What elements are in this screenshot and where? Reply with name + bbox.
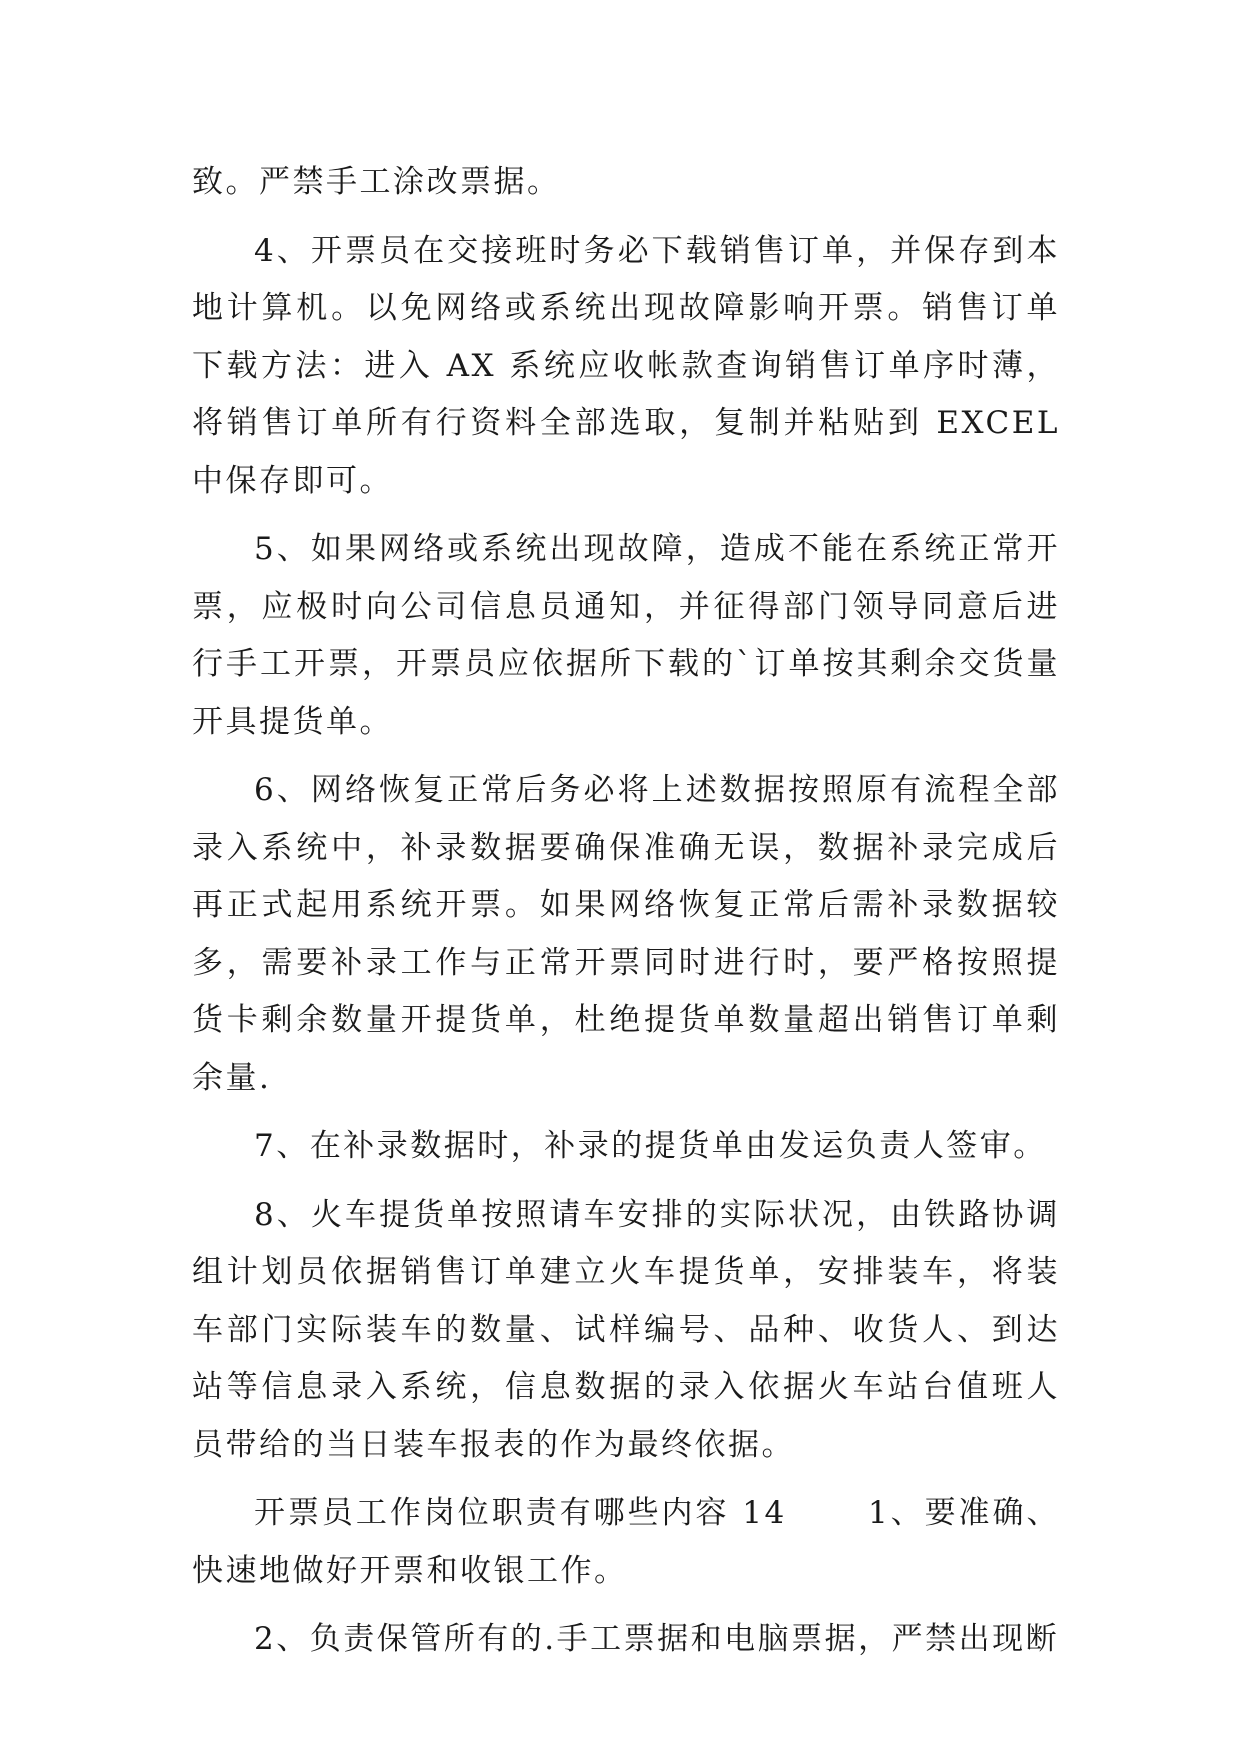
paragraph-item-5: 5、如果网络或系统出现故障，造成不能在系统正常开票，应极时向公司信息员通知，并征得部门领导同意后进行手工开票，开票员应依据所下载的`订单按其剩余交货量开具提货单。 [192, 531, 1060, 740]
document-body [192, 154, 1073, 1669]
paragraph-item-6: 6、网络恢复正常后务必将上述数据按照原有流程全部录入系统中，补录数据要确保准确无误，数据补录完成后再正式起用系统开票。如果网络恢复正常后需补录数据较多，需要补录工作与正常开票同时进行时，要严格按照提货卡剩余数量开提货单，杜绝提货单数量超出销售订单剩余量. [192, 772, 1060, 1096]
paragraph-item-8: 8、火车提货单按照请车安排的实际状况，由铁路协调组计划员依据销售订单建立火车提货单，安排装车，将装车部门实际装车的数量、试样编号、品种、收货人、到达站等信息录入系统，信息数据的录入依据火车站台值班人员带给的当日装车报表的作为最终依据。 [192, 1196, 1060, 1463]
paragraph-item-2: 2、负责保管所有的.手工票据和电脑票据，严禁出现断 [254, 1621, 1060, 1657]
paragraph-continuation: 致。严禁手工涂改票据。 [192, 164, 561, 200]
paragraph-item-7: 7、在补录数据时，补录的提货单由发运负责人签审。 [254, 1128, 1047, 1164]
paragraph-item-4: 4、开票员在交接班时务必下载销售订单，并保存到本地计算机。以免网络或系统出现故障影响开票。销售订单下载方法：进入 AX 系统应收帐款查询销售订单序时薄，将销售订单所有行资料全部选取，复制并粘贴到 EXCEL 中保存即可。 [192, 232, 1073, 499]
paragraph-section-heading: 开票员工作岗位职责有哪些内容 14 1、要准确、快速地做好开票和收银工作。 [192, 1495, 1060, 1589]
